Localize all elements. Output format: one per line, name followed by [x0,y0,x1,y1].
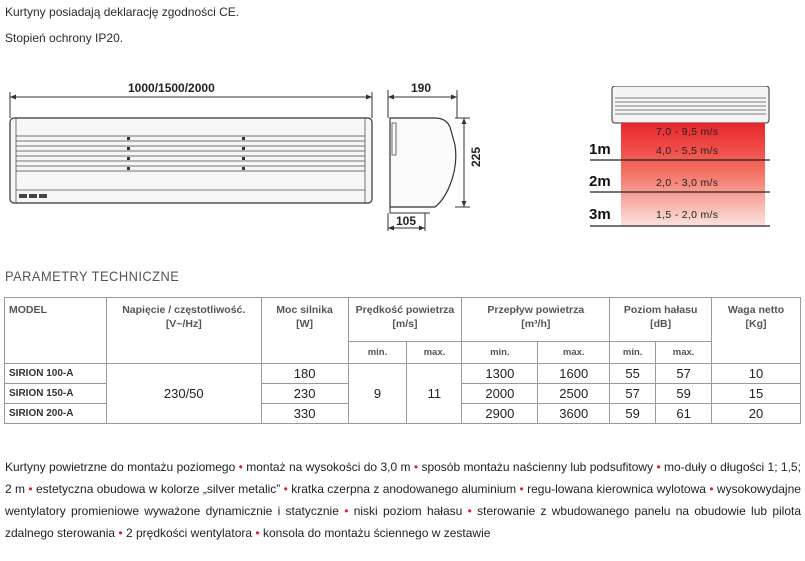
depth-dimension-label: 190 [411,81,432,95]
feature-item: montaż na wysokości do 3,0 m [246,460,411,474]
row-flow-max: 2500 [538,384,610,404]
ce-note: Kurtyny posiadają deklarację zgodności CE. [5,5,240,19]
row-flow-min: 2000 [462,384,538,404]
feature-item: Kurtyny powietrzne do montażu poziomego [5,460,236,474]
feature-item: kratka czerpna z anodowanego aluminium [291,482,517,496]
header-model: MODEL [5,298,107,364]
row-noise-max: 61 [656,404,712,424]
header-flow-label: Przepływ powietrza [487,304,585,316]
header-weight [712,298,801,364]
zone-label-3m: 3m [589,206,611,223]
subheader-speed-max: max. [407,342,462,364]
bullet-icon: • [118,526,123,540]
zone-speed-1b: 4,0 - 5,5 m/s [656,145,719,157]
ip-note: Stopień ochrony IP20. [5,31,124,45]
header-speed-label: Prędkość powietrza [355,304,455,316]
width-dimension-label: 1000/1500/2000 [128,81,215,95]
zone-label-1m: 1m [589,141,611,158]
bullet-icon: • [519,482,524,496]
bracket-dimension-label: 105 [396,214,417,228]
row-model: SIRION 100-A [5,364,107,384]
height-dimension-label: 225 [469,146,484,168]
feature-item: niski poziom hałasu [353,504,463,518]
table-header-row [5,298,801,342]
bullet-icon: • [709,482,714,496]
bullet-icon: • [344,504,349,518]
feature-item: wysokowydajne wentylatory promieniowe wyważone dynamicznie i statycznie [5,482,801,518]
row-model: SIRION 150-A [5,384,107,404]
front-view-drawing [0,0,380,240]
feature-item: regu-lowana kierownica wylotowa [527,482,706,496]
parameters-table [4,297,801,424]
row-noise-min: 57 [610,384,656,404]
bullet-icon: • [255,526,260,540]
table-row [5,364,801,384]
voltage-value: 230/50 [106,364,261,424]
row-noise-max: 59 [656,384,712,404]
header-speed-unit: [m/s] [392,318,418,330]
bullet-icon: • [283,482,288,496]
feature-item: estetyczna obudowa w kolorze „silver metalic” [36,482,281,496]
header-voltage [106,298,261,364]
row-flow-max: 3600 [538,404,610,424]
feature-item: sposób montażu naścienny lub podsufitowy [421,460,654,474]
subheader-noise-min: min. [610,342,656,364]
header-power [261,298,348,364]
row-model: SIRION 200-A [5,404,107,424]
header-noise-label: Poziom hałasu [623,304,698,316]
header-power-unit: [W] [296,318,314,330]
row-power: 230 [261,384,348,404]
row-weight: 15 [712,384,801,404]
row-flow-min: 2900 [462,404,538,424]
feature-item: mo-duły o długości 1; 1,5; 2 m [5,460,801,496]
subheader-noise-max: max. [656,342,712,364]
zone-label-2m: 2m [589,173,611,190]
row-noise-max: 57 [656,364,712,384]
header-weight-unit: [Kg] [745,318,767,330]
row-flow-max: 1600 [538,364,610,384]
header-flow [462,298,610,342]
bullet-icon: • [238,460,243,474]
row-weight: 10 [712,364,801,384]
row-noise-min: 55 [610,364,656,384]
row-power: 180 [261,364,348,384]
header-noise [610,298,712,342]
subheader-speed-min: min. [348,342,407,364]
subheader-flow-min: min. [462,342,538,364]
feature-item: 2 prędkości wentylatora [125,526,253,540]
header-flow-unit: [m³/h] [521,318,551,330]
side-view-drawing [380,85,490,235]
zone-speed-2: 2,0 - 3,0 m/s [656,177,719,189]
header-voltage-label: Napięcie / częstotliwość. [122,304,246,316]
bullet-icon: • [413,460,419,474]
row-noise-min: 59 [610,404,656,424]
section-title: PARAMETRY TECHNICZNE [5,268,180,284]
row-flow-min: 1300 [462,364,538,384]
zone-speed-3: 1,5 - 2,0 m/s [656,209,719,221]
header-power-label: Moc silnika [276,304,333,316]
header-speed [348,298,462,342]
subheader-flow-max: max. [538,342,610,364]
header-voltage-unit: [V~/Hz] [165,318,202,330]
feature-item: sterowanie z wbudowanego panelu na obudowie lub pilota zdalnego sterowania [5,504,802,540]
bullet-icon: • [467,504,472,518]
feature-item: konsola do montażu ściennego w zestawie [262,526,491,540]
product-description [5,456,801,544]
speed-min-value: 9 [348,364,407,424]
speed-max-value: 11 [407,364,462,424]
header-noise-unit: [dB] [650,318,672,330]
header-weight-label: Waga netto [727,304,785,316]
bullet-icon: • [28,482,33,496]
row-power: 330 [261,404,348,424]
bullet-icon: • [656,460,661,474]
zone-speed-1a: 7,0 - 9,5 m/s [656,126,719,138]
row-weight: 20 [712,404,801,424]
